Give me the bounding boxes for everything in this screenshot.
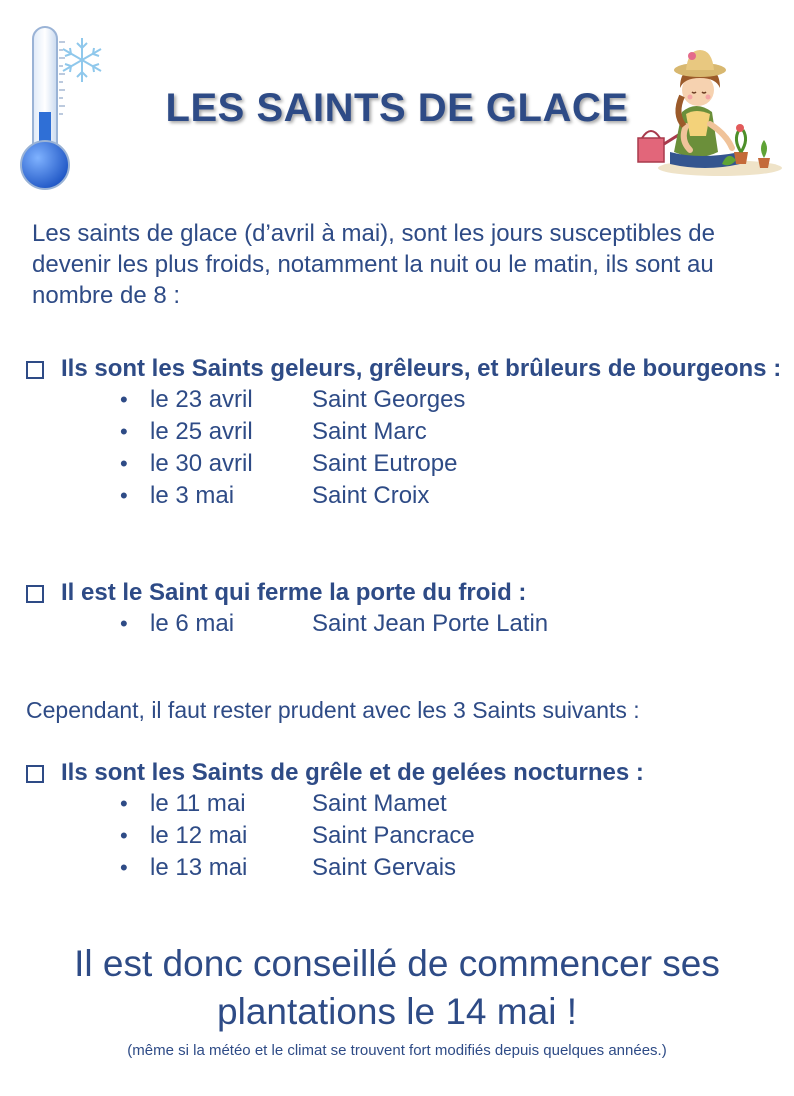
saint-name: Saint Pancrace (312, 822, 475, 849)
saint-name: Saint Mamet (312, 790, 447, 817)
saint-name: Saint Eutrope (312, 450, 458, 477)
saints-list (120, 384, 786, 512)
saint-date: le 13 mai (150, 854, 248, 881)
caution-text: Cependant, il faut rester prudent avec les 3 Saints suivants : (26, 697, 640, 723)
conclusion-text (0, 940, 794, 1036)
list-item (120, 820, 786, 852)
saint-date: le 3 mai (150, 482, 235, 509)
saint-name: Saint Jean Porte Latin (312, 610, 549, 637)
section-grele-gelees (26, 757, 786, 884)
saints-list (120, 608, 786, 640)
list-item (120, 852, 786, 884)
section-heading (26, 353, 786, 384)
bullet-icon: • (120, 611, 128, 636)
section-heading-text: Il est le Saint qui ferme la porte du froid : (61, 579, 527, 606)
gardener-illustration (630, 40, 785, 180)
saints-list (120, 788, 786, 884)
list-item (120, 480, 786, 512)
section-porte-du-froid (26, 577, 786, 640)
section-heading (26, 577, 786, 608)
footnote: (même si la météo et le climat se trouvent fort modifiés depuis quelques années.) (127, 1042, 667, 1059)
bullet-icon: • (120, 451, 128, 476)
list-item (120, 788, 786, 820)
saint-name: Saint Gervais (312, 854, 457, 881)
checkbox-bullet-icon (26, 765, 44, 783)
section-heading-text: Ils sont les Saints de grêle et de gelées nocturnes : (61, 759, 644, 786)
bullet-icon: • (120, 791, 128, 816)
saint-name: Saint Croix (312, 482, 430, 509)
saint-date: le 25 avril (150, 418, 253, 445)
section-heading-text: Ils sont les Saints geleurs, grêleurs, et brûleurs de bourgeons : (61, 355, 782, 382)
bullet-icon: • (120, 483, 128, 508)
list-item (120, 416, 786, 448)
conclusion-line-2: plantations le 14 mai ! (217, 991, 577, 1032)
conclusion-line-1: Il est donc conseillé de commencer ses (74, 943, 720, 984)
saint-date: le 30 avril (150, 450, 253, 477)
bullet-icon: • (120, 855, 128, 880)
section-geleurs (26, 353, 786, 512)
list-item (120, 448, 786, 480)
section-heading (26, 757, 786, 788)
list-item (120, 608, 786, 640)
saint-name: Saint Georges (312, 386, 466, 413)
checkbox-bullet-icon (26, 585, 44, 603)
list-item (120, 384, 786, 416)
checkbox-bullet-icon (26, 361, 44, 379)
saint-name: Saint Marc (312, 418, 427, 445)
saint-date: le 12 mai (150, 822, 248, 849)
saint-date: le 11 mai (150, 790, 246, 817)
snowflake-icon (63, 38, 101, 82)
page-title: LES SAINTS DE GLACE (165, 86, 629, 130)
bullet-icon: • (120, 387, 128, 412)
bullet-icon: • (120, 419, 128, 444)
saint-date: le 23 avril (150, 386, 253, 413)
bullet-icon: • (120, 823, 128, 848)
saint-date: le 6 mai (150, 610, 235, 637)
intro-paragraph: Les saints de glace (d’avril à mai), sont les jours susceptibles de devenir les plus froids, notamment la nuit ou le matin, ils sont au nombre de 8 : (32, 220, 715, 309)
